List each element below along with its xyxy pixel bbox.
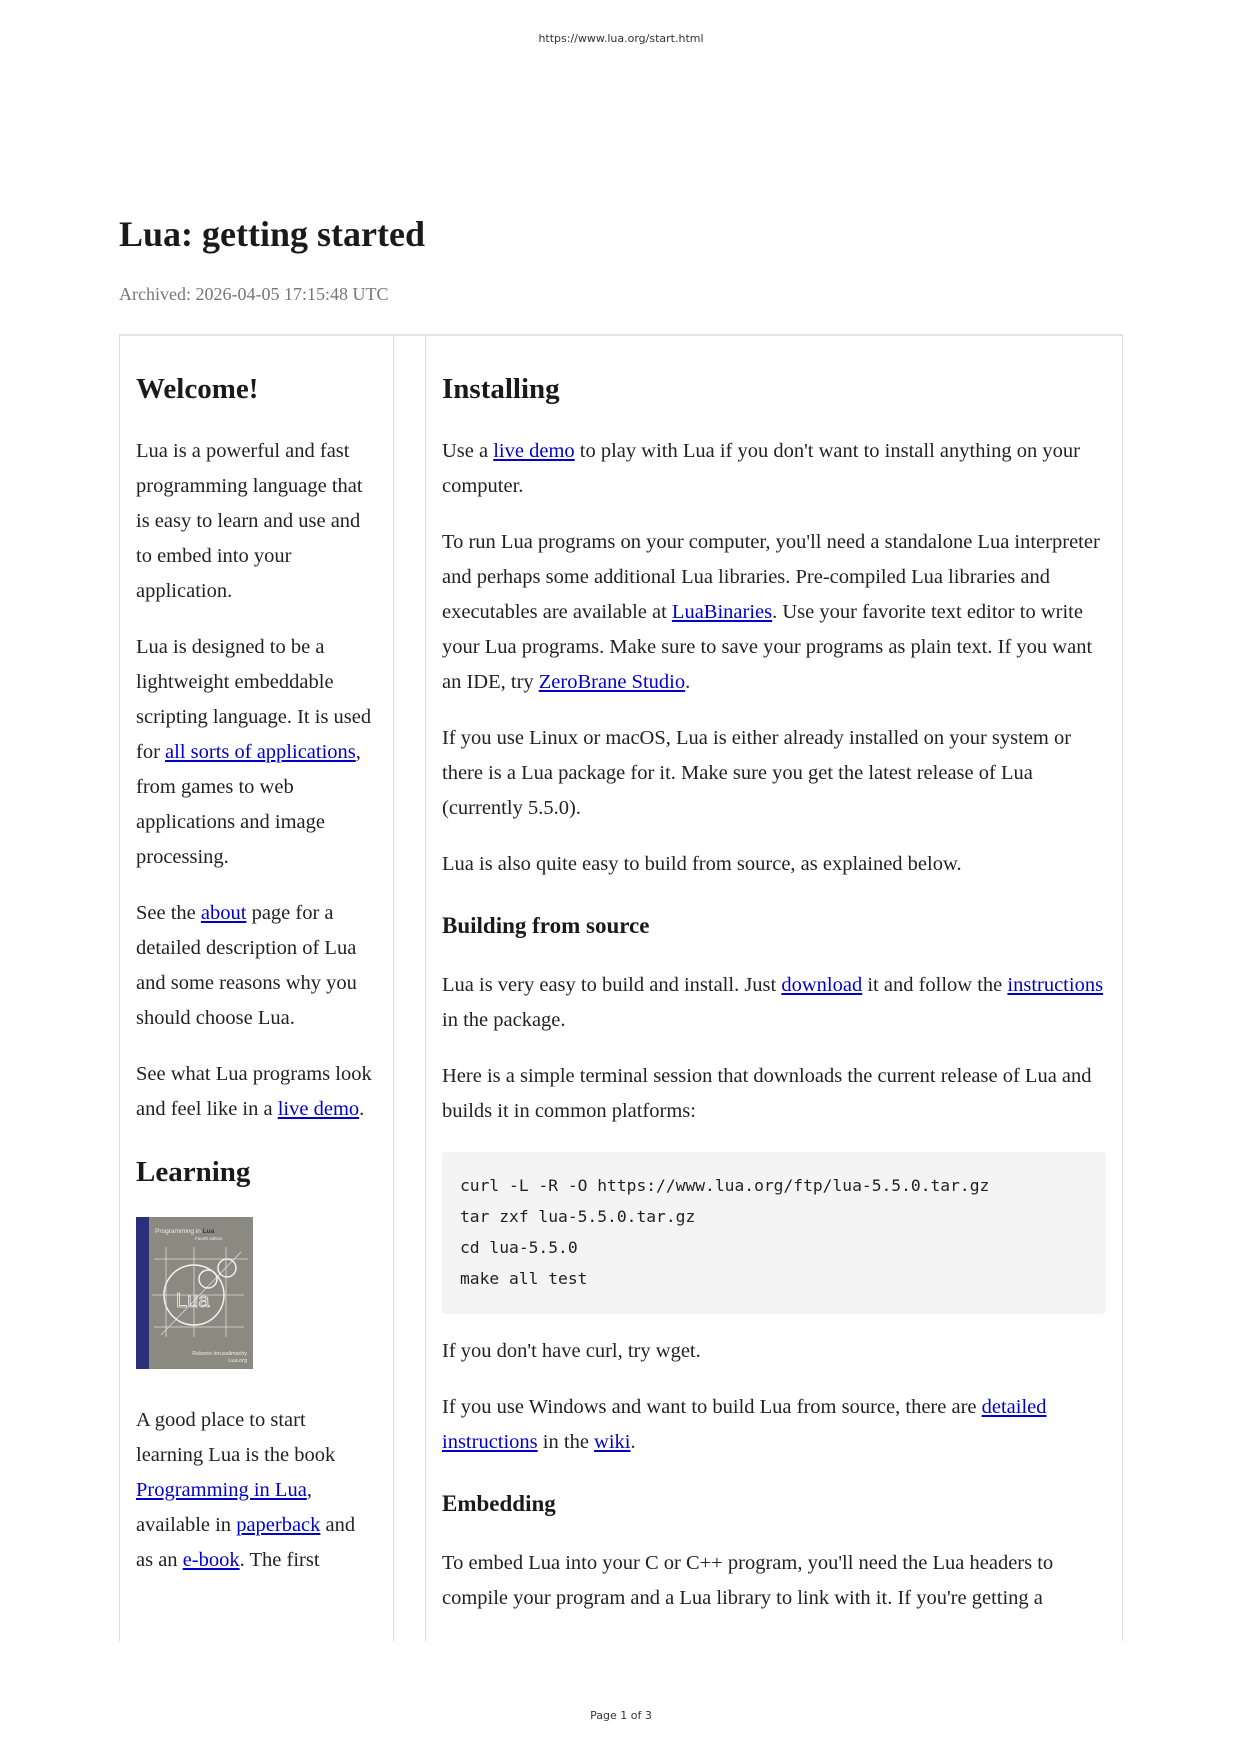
- link-instructions[interactable]: instructions: [1007, 974, 1104, 996]
- link-paperback[interactable]: paperback: [236, 1514, 321, 1536]
- code-line: make all test: [460, 1269, 588, 1288]
- paragraph-text: Lua is designed to be a lightweight embeddable scripting language. It is used for: [136, 636, 372, 763]
- paragraph: [136, 434, 377, 609]
- paragraph-text: . The first: [239, 1549, 320, 1571]
- paragraph: [442, 434, 1106, 504]
- paragraph-text: If you use Windows and want to build Lua from source, there are: [442, 1396, 982, 1418]
- lua-logo-drawing-icon: [136, 1217, 253, 1369]
- welcome-section: [136, 434, 377, 1127]
- paragraph-text: .: [685, 671, 691, 693]
- code-line: tar zxf lua-5.5.0.tar.gz: [460, 1207, 696, 1226]
- paragraph-text: . Use your favorite text editor to write your Lua programs. Make sure to save your programs as plain text. If you want an IDE, try: [442, 601, 1093, 693]
- paragraph: [442, 1390, 1106, 1460]
- paragraph-text: To embed Lua into your C or C++ program, you'll need the Lua headers to compile your program and a Lua library to link with it. If you're getting a: [442, 1552, 1054, 1609]
- learning-heading: Learning: [136, 1156, 251, 1188]
- link-all-sorts-of-applications[interactable]: all sorts of applications: [165, 741, 356, 763]
- link-live-demo[interactable]: live demo: [277, 1098, 360, 1120]
- paragraph-text: Lua is very easy to build and install. Just: [442, 974, 782, 996]
- paragraph: [442, 968, 1106, 1038]
- link-programming-in-lua[interactable]: Programming in Lua: [136, 1479, 307, 1501]
- building-section: [442, 968, 1106, 1129]
- book-site: Lua.org: [228, 1358, 247, 1364]
- paragraph-text: .: [630, 1431, 636, 1453]
- paragraph-text: To run Lua programs on your computer, you'll need a standalone Lua interpreter and perhaps some additional Lua libraries. Pre-compiled Lua libraries and executables are available at: [442, 531, 1100, 623]
- content-table: [119, 334, 1123, 1641]
- paragraph: [136, 896, 377, 1036]
- paragraph: [442, 1334, 1106, 1369]
- link-live-demo[interactable]: live demo: [493, 440, 575, 462]
- code-line: cd lua-5.5.0: [460, 1238, 578, 1257]
- link-e-book[interactable]: e-book: [182, 1549, 240, 1571]
- book-edition: Fourth edition: [195, 1236, 223, 1241]
- link-wiki[interactable]: wiki: [594, 1431, 631, 1453]
- installing-heading: Installing: [442, 373, 560, 405]
- page-url: https://www.lua.org/start.html: [538, 32, 704, 45]
- welcome-heading: Welcome!: [136, 373, 259, 405]
- link-luabinaries[interactable]: LuaBinaries: [671, 601, 773, 623]
- svg-text:Lua: Lua: [176, 1290, 210, 1312]
- book-author: Roberto Ierusalimschy: [192, 1351, 247, 1357]
- paragraph-text: and as an: [136, 1514, 356, 1571]
- paragraph: [442, 721, 1106, 826]
- right-column: [425, 336, 1123, 1641]
- page-title: Lua: getting started: [119, 214, 425, 254]
- after-code-section: [442, 1334, 1106, 1460]
- link-download[interactable]: download: [781, 974, 863, 996]
- link-zerobrane-studio[interactable]: ZeroBrane Studio: [538, 671, 686, 693]
- archived-timestamp: Archived: 2026-04-05 17:15:48 UTC: [119, 284, 389, 304]
- paragraph-text: Here is a simple terminal session that downloads the current release of Lua and builds it in common platforms:: [442, 1065, 1092, 1122]
- left-column: [119, 336, 394, 1641]
- paragraph: [136, 630, 377, 875]
- paragraph: [442, 847, 1106, 882]
- building-heading: Building from source: [442, 913, 650, 938]
- terminal-code-block: [442, 1152, 1106, 1314]
- paragraph: [442, 1546, 1106, 1616]
- paragraph-text: Lua is a powerful and fast programming language that is easy to learn and use and to embed into your application.: [136, 440, 363, 602]
- paragraph-text: A good place to start learning Lua is the book: [136, 1409, 336, 1466]
- page-number: Page 1 of 3: [590, 1709, 652, 1722]
- book-title-lua: Lua: [202, 1228, 215, 1235]
- paragraph: [442, 1059, 1106, 1129]
- embedding-section: [442, 1546, 1106, 1616]
- paragraph-text: in the: [537, 1431, 595, 1453]
- paragraph-text: Use a: [442, 440, 494, 462]
- paragraph-text: in the package.: [442, 1009, 566, 1031]
- paragraph-text: , available in: [136, 1479, 312, 1536]
- paragraph: [136, 1403, 377, 1578]
- paragraph: [136, 1057, 377, 1127]
- paragraph-text: Lua is also quite easy to build from source, as explained below.: [442, 853, 962, 875]
- paragraph-text: If you use Linux or macOS, Lua is either already installed on your system or there is a Lua package for it. Make sure you get the latest release of Lua (currently 5.5.0).: [442, 727, 1072, 819]
- paragraph-text: See the: [136, 902, 201, 924]
- learning-section: [136, 1403, 377, 1578]
- paragraph-text: If you don't have curl, try wget.: [442, 1340, 701, 1362]
- paragraph-text: it and follow the: [862, 974, 1008, 996]
- paragraph: [442, 525, 1106, 700]
- book-cover-image[interactable]: [136, 1217, 253, 1369]
- paragraph-text: , from games to web applications and image processing.: [136, 741, 361, 868]
- link-detailed-instructions[interactable]: detailed instructions: [442, 1396, 1047, 1453]
- book-title: Programming in: [155, 1228, 203, 1235]
- link-about[interactable]: about: [200, 902, 247, 924]
- code-line: curl -L -R -O https://www.lua.org/ftp/lua-5.5.0.tar.gz: [460, 1176, 990, 1195]
- paragraph-text: page for a detailed description of Lua and some reasons why you should choose Lua.: [136, 902, 357, 1029]
- embedding-heading: Embedding: [442, 1491, 556, 1516]
- installing-section: [442, 434, 1106, 882]
- paragraph-text: See what Lua programs look and feel like in a: [136, 1063, 372, 1120]
- paragraph-text: .: [359, 1098, 365, 1120]
- paragraph-text: to play with Lua if you don't want to install anything on your computer.: [442, 440, 1080, 497]
